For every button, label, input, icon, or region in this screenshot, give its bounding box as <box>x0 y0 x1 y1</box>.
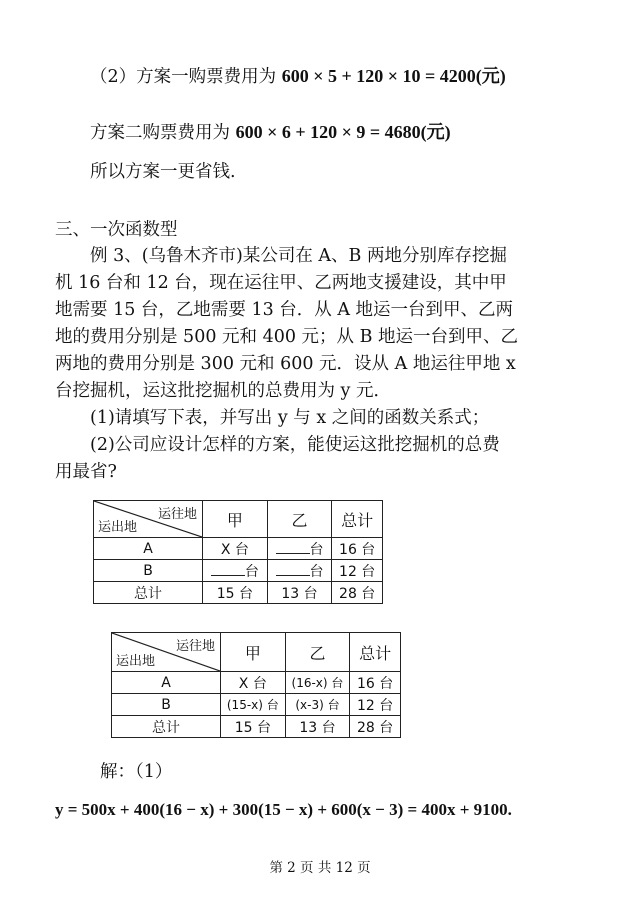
plan-two-line <box>90 120 451 145</box>
solution-label: 解：（1） <box>100 762 173 782</box>
problem-line: 两地的费用分别是 300 元和 600 元．设从 A 地运往甲地 x <box>55 354 516 374</box>
corner-destination-label: 运往地 <box>175 639 215 654</box>
header-yi: 乙 <box>267 501 332 538</box>
corner-origin-label: 运出地 <box>116 654 156 669</box>
header-total: 总计 <box>350 633 401 672</box>
cell-total-jia: 15 台 <box>203 582 268 604</box>
cell-b-total: 12 台 <box>350 694 401 716</box>
plan-two-prefix: 方案二购票费用为 <box>90 123 236 143</box>
header-jia: 甲 <box>221 633 286 672</box>
problem-line: 台挖掘机，运这批挖掘机的总费用为 y 元． <box>55 381 392 401</box>
header-jia: 甲 <box>203 501 268 538</box>
plan-one-prefix: （2）方案一购票费用为 <box>90 67 282 87</box>
cell-b-jia <box>203 560 268 582</box>
cell-b-jia-unit: 台 <box>244 563 259 580</box>
row-label-b: B <box>112 694 221 716</box>
conclusion-line: 所以方案一更省钱. <box>90 162 236 182</box>
cell-a-total: 16 台 <box>332 538 383 560</box>
row-label-a: A <box>112 672 221 694</box>
cell-a-yi: (16-x) 台 <box>285 672 350 694</box>
plan-one-equation: 600 × 5 + 120 × 10 = 4200(元) <box>281 66 506 86</box>
cell-b-yi <box>267 560 332 582</box>
cell-total-yi: 13 台 <box>267 582 332 604</box>
problem-line: 地需要 15 台，乙地需要 13 台．从 A 地运一台到甲、乙两 <box>55 300 514 320</box>
transport-table-filled <box>111 632 401 738</box>
blank-line <box>276 561 310 576</box>
row-label-total: 总计 <box>94 582 203 604</box>
table-corner <box>112 633 221 672</box>
corner-destination-label: 运往地 <box>157 507 197 522</box>
row-label-a: A <box>94 538 203 560</box>
cell-a-yi <box>267 538 332 560</box>
plan-two-equation: 600 × 6 + 120 × 9 = 4680(元) <box>235 122 451 142</box>
problem-line: 机 16 台和 12 台，现在运往甲、乙两地支援建设，其中甲 <box>55 273 507 293</box>
header-total: 总计 <box>332 501 383 538</box>
section-heading: 三、一次函数型 <box>55 220 178 240</box>
table-corner <box>94 501 203 538</box>
cell-b-total: 12 台 <box>332 560 383 582</box>
problem-line: 地的费用分别是 500 元和 400 元；从 B 地运一台到甲、乙 <box>55 327 519 347</box>
cell-a-jia: X 台 <box>203 538 268 560</box>
cell-a-yi-unit: 台 <box>309 541 324 558</box>
cell-a-total: 16 台 <box>350 672 401 694</box>
cell-b-yi-unit: 台 <box>309 563 324 580</box>
problem-line: (2)公司应设计怎样的方案，能使运这批挖掘机的总费 <box>90 435 500 455</box>
row-label-total: 总计 <box>112 716 221 738</box>
solution-equation: y = 500x + 400(16 − x) + 300(15 − x) + 600(x − 3) = 400x + 9100. <box>55 800 512 819</box>
blank-line <box>276 539 310 554</box>
page-footer: 第 2 页 共 12 页 <box>269 860 371 876</box>
cell-a-jia: X 台 <box>221 672 286 694</box>
cell-total-yi: 13 台 <box>285 716 350 738</box>
cell-b-yi: (x-3) 台 <box>285 694 350 716</box>
problem-line: 例 3、(乌鲁木齐市)某公司在 A、B 两地分别库存挖掘 <box>90 246 507 266</box>
cell-b-jia: (15-x) 台 <box>221 694 286 716</box>
blank-line <box>211 561 245 576</box>
cell-total-total: 28 台 <box>332 582 383 604</box>
row-label-b: B <box>94 560 203 582</box>
problem-line: (1)请填写下表，并写出 y 与 x 之间的函数关系式； <box>90 408 490 428</box>
transport-table-blank <box>93 500 383 604</box>
cell-total-jia: 15 台 <box>221 716 286 738</box>
cell-total-total: 28 台 <box>350 716 401 738</box>
problem-line: 用最省? <box>55 462 117 482</box>
header-yi: 乙 <box>285 633 350 672</box>
corner-origin-label: 运出地 <box>98 520 138 535</box>
plan-one-line <box>90 64 506 89</box>
